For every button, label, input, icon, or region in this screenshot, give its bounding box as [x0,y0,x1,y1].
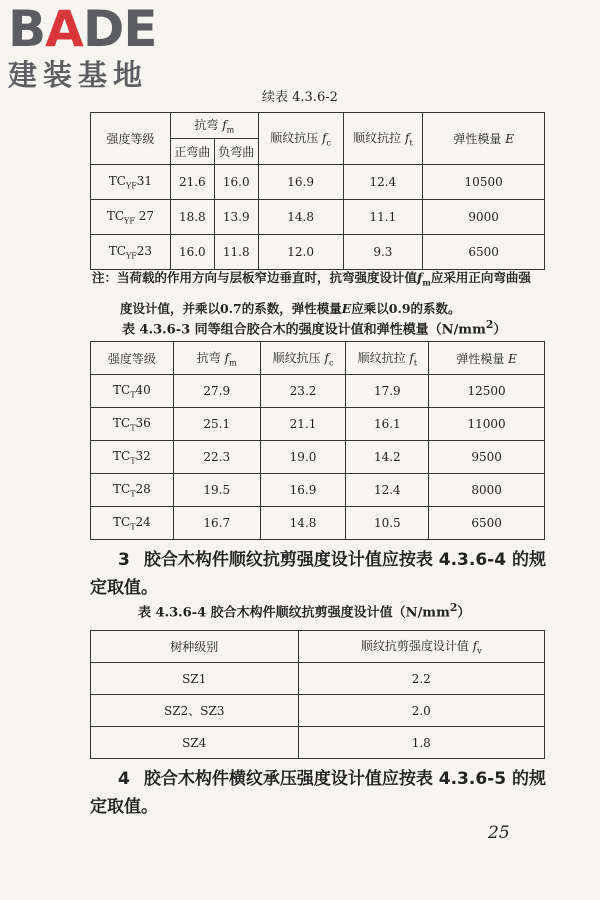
table-row: $TC_T36$ 25.1 21.1 16.1 11000 [91,408,545,441]
table1-header-positive: 正弯曲 [170,139,214,165]
table-row: $TC_T28$ 19.5 16.9 12.4 8000 [91,474,545,507]
table2-header-compression: 顺纹抗压 $f_c$ [260,342,346,375]
table1-caption: 续表 4.3.6-2 [262,90,338,105]
table-row: $TC_{YF}23$ 16.0 11.8 12.0 9.3 6500 [91,235,545,270]
table2 [90,341,545,540]
table3-header-shear: 顺纹抗剪强度设计值 $f_v$ [298,631,544,663]
table-row: SZ1 2.2 [91,663,545,695]
clause-3: 3 胶合木构件顺纹抗剪强度设计值应按表 4.3.6-4 的规定取值。 [90,550,546,598]
table-row: SZ2、SZ3 2.0 [91,695,545,727]
table1-header-bending: 抗弯 $f_m$ [170,113,258,139]
table1-header-grade: 强度等级 [91,113,171,165]
table1-header-modulus: 弹性模量 E [423,113,545,165]
logo-wordmark: BADE [8,0,157,58]
table-row: $TC_T32$ 22.3 19.0 14.2 9500 [91,441,545,474]
table3-header-species: 树种级别 [91,631,299,663]
table2-header-bending: 抗弯 $f_m$ [173,342,260,375]
table-row: $TC_{YF}$ 27 18.8 13.9 14.8 11.1 9000 [91,200,545,235]
table1 [90,112,545,270]
table1-header-negative: 负弯曲 [214,139,258,165]
table1-header-compression: 顺纹抗压 $f_c$ [258,113,343,165]
table2-header-grade: 强度等级 [91,342,174,375]
table-row: SZ4 1.8 [91,727,545,759]
clause-4: 4 胶合木构件横纹承压强度设计值应按表 4.3.6-5 的规定取值。 [90,769,546,817]
table1-header-row [91,113,545,139]
table3 [90,630,545,759]
note-line-2: 度设计值，并乘以0.7的系数，弹性模量E应乘以0.9的系数。 [120,300,461,316]
table1-header-tension: 顺纹抗拉 $f_t$ [343,113,423,165]
logo-tagline: 建装基地 [8,58,149,92]
table2-header-modulus: 弹性模量 E [429,342,545,375]
page-number: 25 [488,823,510,843]
table3-caption: 表 4.3.6-4 胶合木构件顺纹抗剪强度设计值$(N/mm^2)$ [138,601,471,621]
table1-note [92,265,547,322]
table-row: $TC_T24$ 16.7 14.8 10.5 6500 [91,507,545,540]
table3-header-row [91,631,545,663]
table2-header-tension: 顺纹抗拉 $f_t$ [346,342,429,375]
table2-caption: 表 4.3.6-3 同等组合胶合木的强度设计值和弹性模量$(N/mm^2)$ [122,318,507,338]
note-line-1: 注：当荷载的作用方向与层板窄边垂直时，抗弯强度设计值$f_m$应采用正向弯曲强 [92,270,531,288]
table-row: $TC_T40$ 27.9 23.2 17.9 12500 [91,375,545,408]
table-row: $TC_{YF}31$ 21.6 16.0 16.9 12.4 10500 [91,165,545,200]
brand-logo [8,0,178,92]
table2-header-row [91,342,545,375]
